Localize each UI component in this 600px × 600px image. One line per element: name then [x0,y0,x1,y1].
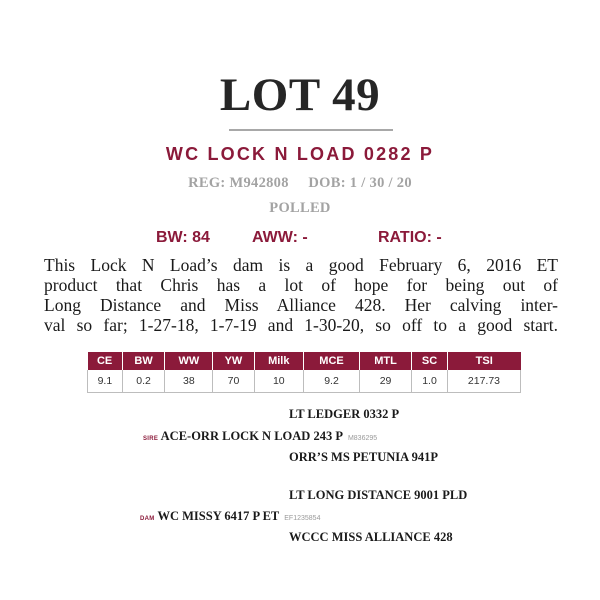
epd-value-mtl: 29 [360,370,412,393]
epd-header-mtl: MTL [360,352,412,370]
dam-label: DAM [140,516,155,522]
epd-value-ww: 38 [165,370,213,393]
description-line: Long Distance and Miss Alliance 428. Her calving inter- [44,295,558,315]
description-line: This Lock N Load’s dam is a good February 6, 2016 ET [44,255,558,275]
epd-header-sc: SC [412,352,448,370]
description-line: val so far; 1-27-18, 1-7-19 and 1-30-20, so off to a good start. [44,315,558,335]
registration-line [0,175,600,192]
dam-name: WC MISSY 6417 P ET [157,509,280,523]
sire-reg-number: M836295 [347,435,378,442]
epd-value-sc: 1.0 [412,370,448,393]
epd-value-yw: 70 [213,370,254,393]
animal-name: WC LOCK N LOAD 0282 P [165,144,435,164]
adjusted-weaning-weight-stat: AWW: - [252,229,308,246]
sire-name: ACE-ORR LOCK N LOAD 243 P [160,429,343,443]
epd-value-ce: 9.1 [88,370,123,393]
pedigree-dam [140,509,320,524]
epd-header-yw: YW [213,352,254,370]
epd-header-row [88,352,521,370]
polled-status: POLLED [269,200,331,216]
title-underline [229,129,393,131]
epd-value-mce: 9.2 [303,370,359,393]
reg-number: M942808 [229,175,289,191]
epd-table [87,352,521,393]
birth-weight-stat: BW: 84 [156,229,210,246]
epd-value-bw: 0.2 [122,370,165,393]
description-line: product that Chris has a lot of hope for being out of [44,275,558,295]
dob-label: DOB: [308,175,346,191]
epd-header-ww: WW [165,352,213,370]
epd-header-tsi: TSI [447,352,520,370]
epd-value-row [88,370,521,393]
epd-header-bw: BW [122,352,165,370]
sire-label: SIRE [143,436,159,442]
epd-header-ce: CE [88,352,123,370]
pedigree-sire-dam: ORR’S MS PETUNIA 941P [289,450,438,464]
epd-header-milk: Milk [254,352,303,370]
dob-value: 1 / 30 / 20 [349,175,412,191]
dam-reg-number: EF1235854 [284,515,321,522]
pedigree-dam-dam: WCCC MISS ALLIANCE 428 [289,530,453,544]
lot-description [44,255,558,335]
epd-header-mce: MCE [303,352,359,370]
lot-title: LOT 49 [219,69,381,121]
pedigree-sire-sire: LT LEDGER 0332 P [289,407,400,421]
reg-label: REG: [188,175,226,191]
pedigree-dam-sire: LT LONG DISTANCE 9001 PLD [289,488,468,502]
ratio-stat: RATIO: - [378,229,442,246]
epd-value-tsi: 217.73 [447,370,520,393]
pedigree-sire [143,429,377,444]
epd-value-milk: 10 [254,370,303,393]
